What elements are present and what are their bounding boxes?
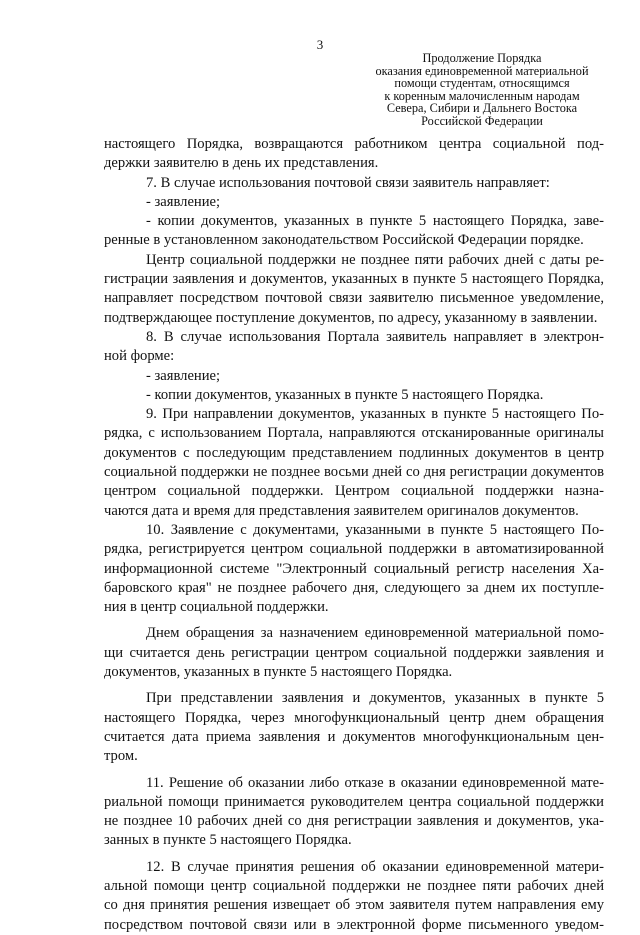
text-line: ной форме: — [104, 348, 175, 365]
text-line: 12. В случае принятия решения об оказании единовременной матери- — [146, 858, 604, 875]
text-line: рядка, регистрируется центром социальной поддержки в автоматизированной — [104, 541, 604, 558]
text-line: настоящего Порядка, через многофункциональный центр днем обращения — [104, 709, 604, 726]
text-line: щи считается день регистрации центром социальной поддержки заявления и — [104, 644, 604, 661]
text-line: риальной помощи принимается руководителем центра социальной поддержки — [104, 793, 604, 810]
page-number: 3 — [316, 37, 324, 52]
text-line: документов с последующим представлением подлинных документов в центр — [104, 444, 604, 461]
header-line: Российской Федерации — [421, 113, 543, 128]
text-line: Центр социальной поддержки не позднее пяти рабочих дней с даты ре- — [146, 251, 604, 268]
text-line: гистрации заявления и документов, указанных в пункте 5 настоящего Порядка, — [104, 271, 604, 288]
text-line: - копии документов, указанных в пункте 5 настоящего Порядка, заве- — [146, 213, 604, 230]
text-line: - заявление; — [146, 367, 221, 384]
header-line: Севера, Сибири и Дальнего Востока — [386, 101, 578, 116]
text-line: со дня принятия решения извещает об этом заявителя путем направления ему — [104, 897, 604, 914]
text-line: Днем обращения за назначением единовременной материальной помо- — [146, 625, 604, 642]
header-line: помощи студентам, относящимся — [394, 76, 570, 91]
text-line: - копии документов, указанных в пункте 5 настоящего Порядка. — [146, 386, 544, 403]
text-line: информационной системе "Электронный социальный регистр населения Ха- — [104, 560, 604, 577]
body-text — [104, 135, 604, 935]
text-line: альной помощи центр социальной поддержки не позднее пяти рабочих дней — [104, 877, 604, 894]
text-line: центром социальной поддержки. Центром социальной поддержки назна- — [104, 483, 604, 500]
text-line: настоящего Порядка, возвращаются работником центра социальной под- — [104, 136, 604, 152]
text-line: считается дата приема заявления и документов многофункциональным цен- — [104, 728, 604, 745]
text-line: не позднее 10 рабочих дней со дня регистрации заявления и документов, ука- — [104, 813, 604, 830]
header-line: Продолжение Порядка — [422, 51, 542, 65]
text-line: чаются дата и время для представления заявителем оригиналов документов. — [104, 502, 579, 519]
text-line: ния в центр социальной поддержки. — [104, 599, 329, 616]
text-line: тром. — [104, 748, 138, 765]
text-line: подтверждающее поступление документов, по адресу, указанному в заявлении. — [104, 309, 598, 326]
text-line: 8. В случае использования Портала заявитель направляет в электрон- — [146, 328, 604, 345]
text-line: - заявление; — [146, 193, 221, 210]
text-line: социальной поддержки не позднее восьми дней со дня регистрации документов — [104, 464, 604, 481]
text-line: 7. В случае использования почтовой связи заявитель направляет: — [146, 174, 550, 191]
header-line: оказания единовременной материальной — [375, 63, 589, 78]
text-line: рядка, с использованием Портала, направляются отсканированные оригиналы — [104, 425, 604, 442]
text-line: направляет посредством почтовой связи заявителю письменное уведомление, — [104, 290, 604, 307]
text-line: держки заявителю в день их представления. — [104, 155, 379, 172]
text-line: ренные в установленном законодательством Российской Федерации порядке. — [104, 232, 584, 249]
text-line: 10. Заявление с документами, указанными в пункте 5 настоящего По- — [146, 521, 604, 538]
text-line: баровского края" не позднее рабочего дня, следующего за днем их поступле- — [104, 579, 604, 596]
header-note — [360, 52, 604, 128]
text-line: При представлении заявления и документов, указанных в пункте 5 — [146, 690, 604, 707]
text-line: посредством почтовой связи или в электронной форме письменного уведом- — [104, 916, 604, 933]
text-line: документов, указанных в пункте 5 настоящего Порядка. — [104, 664, 453, 681]
text-line: 11. Решение об оказании либо отказе в оказании единовременной мате- — [146, 774, 604, 791]
text-line: 9. При направлении документов, указанных в пункте 5 настоящего По- — [146, 406, 604, 423]
header-line: к коренным малочисленным народам — [384, 88, 580, 103]
text-line: занных в пункте 5 настоящего Порядка. — [104, 832, 352, 849]
